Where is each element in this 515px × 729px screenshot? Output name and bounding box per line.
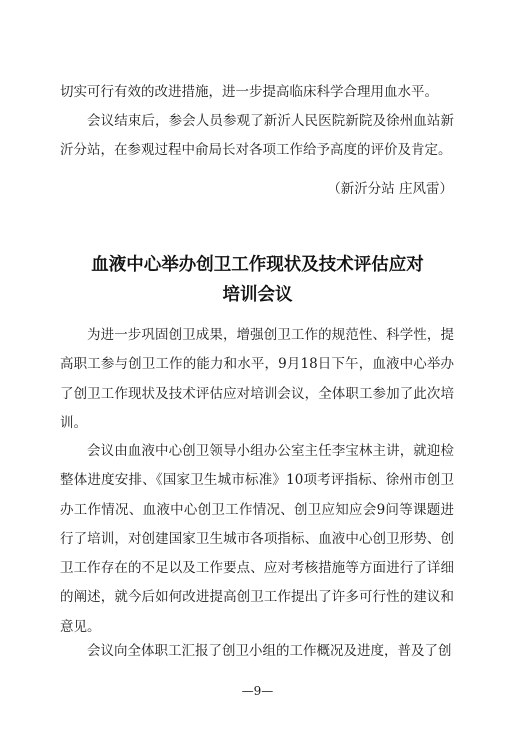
paragraph-training: 会议由血液中心创卫领导小组办公室主任李宝林主讲，就迎检整体进度安排、《国家卫生城市标准》10项考评指标、徐州市创卫办工作情况、血液中心创卫工作情况、创卫应知应会9问等课题进行了培训，对创建国家卫生城市各项指标、血液中心创卫形势、创卫工作存在的不足以及工作要点、应对考核措施等方面进行了详细的阐述，就今后如何改进提高创卫工作提出了许多可行性的建议和意见。 xyxy=(60,443,454,635)
article-title xyxy=(40,250,475,310)
paragraph-continued: 切实可行有效的改进措施，进一步提高临床科学合理用血水平。 xyxy=(60,84,438,100)
paragraph-visit: 会议结束后，参会人员参观了新沂人民医院新院及徐州血站新沂分站，在参观过程中俞局长对各项工作给予高度的评价及肯定。 xyxy=(60,113,454,159)
article-title-line-2: 培训会议 xyxy=(222,285,293,305)
article-title-line-1: 血液中心举办创卫工作现状及技术评估应对 xyxy=(91,255,424,275)
page-number: —9— xyxy=(241,684,274,698)
paragraph-report: 会议向全体职工汇报了创卫小组的工作概况及进度，普及了创 xyxy=(87,643,452,659)
author-signature: （新沂分站 庄风雷） xyxy=(327,181,453,197)
paragraph-intro: 为进一步巩固创卫成果，增强创卫工作的规范性、科学性，提高职工参与创卫工作的能力和水平，9月18日下午，血液中心举办了创卫工作现状及技术评估应对培训会议，全体职工参加了此次培训。 xyxy=(60,327,454,431)
